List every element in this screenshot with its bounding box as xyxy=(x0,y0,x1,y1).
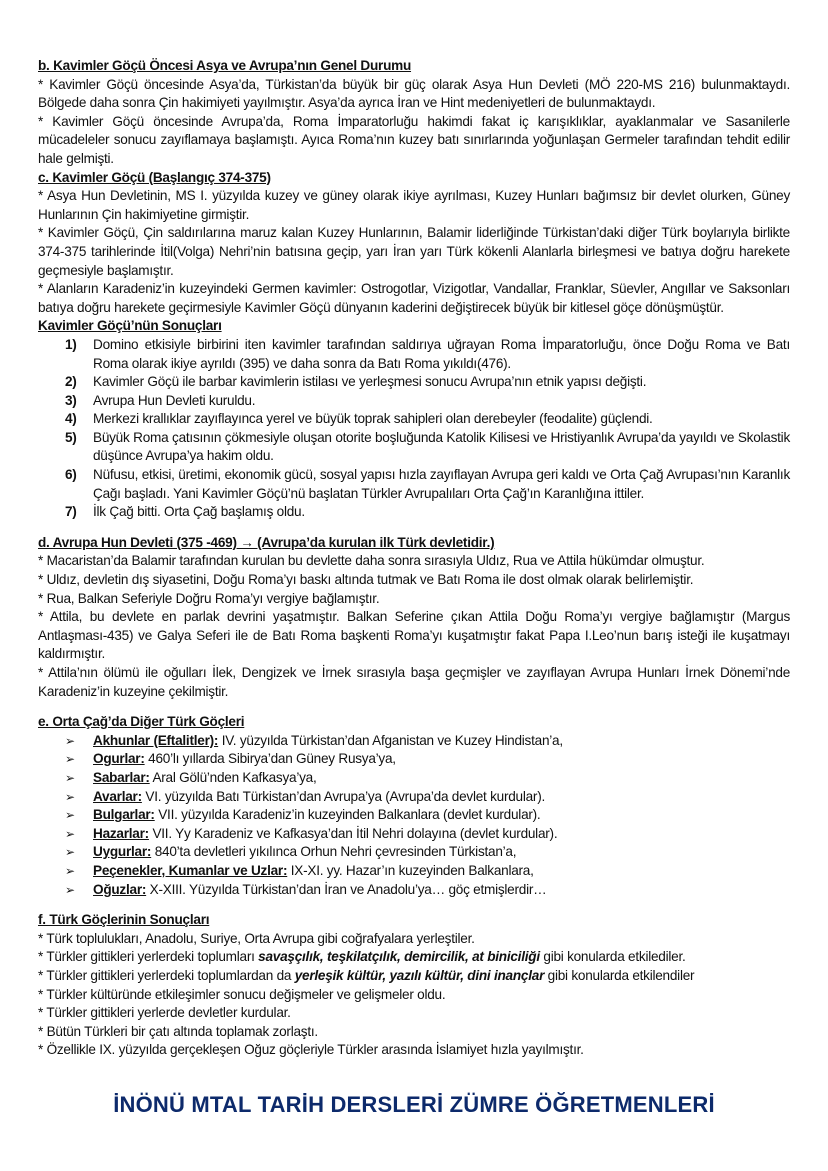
item-number: 4) xyxy=(65,411,77,427)
migration-text: 460’lı yıllarda Sibirya’dan Güney Rusya’ya, xyxy=(144,751,396,767)
section-f-line xyxy=(38,967,790,986)
item-number: 7) xyxy=(65,504,77,520)
item-number: 3) xyxy=(65,392,77,408)
item-text: Merkezi krallıklar zayıflayınca yerel ve büyük toprak sahipleri olan derebeyler (feodalite) güçlendi. xyxy=(93,411,653,427)
migration-item xyxy=(38,732,790,751)
emphasis-text: savaşçılık, teşkilatçılık, demircilik, at biniciliği xyxy=(258,949,540,965)
item-number: 1) xyxy=(65,336,77,352)
migration-item xyxy=(38,806,790,825)
migration-item xyxy=(38,750,790,769)
section-c-paragraph: * Asya Hun Devletinin, MS I. yüzyılda kuzey ve güney olarak ikiye ayrılması, Kuzey Hunları bağımsız bir devlet olurken, Güney Hunlarının Çin hakimiyetine girmiştir. xyxy=(38,188,790,222)
arrow-bullet-icon: ➢ xyxy=(65,752,75,767)
migration-text: X-XIII. Yüzyılda Türkistan’dan İran ve Anadolu’ya… göç etmişlerdir… xyxy=(146,881,547,897)
item-text: Kavimler Göçü ile barbar kavimlerin istilası ve yerleşmesi sonucu Avrupa’nın etnik yapısı değişti. xyxy=(93,374,647,390)
arrow-bullet-icon: ➢ xyxy=(65,863,75,878)
line-text: * Türkler gittikleri yerlerdeki toplumları xyxy=(38,949,259,965)
tribe-name: Akhunlar (Eftalitler): xyxy=(93,732,219,748)
section-c-heading: c. Kavimler Göçü (Başlangıç 374-375) xyxy=(38,169,271,185)
item-number: 5) xyxy=(65,429,77,445)
migration-item xyxy=(38,788,790,807)
results-item xyxy=(38,466,790,503)
spacer xyxy=(38,701,790,713)
section-f-line: * Türkler gittikleri yerlerde devletler kurdular. xyxy=(38,1005,291,1021)
item-text: Domino etkisiyle birbirini iten kavimler tarafından saldırıya uğrayan Roma İmparatorluğu, önce Doğu Roma ve Batı Roma olarak ikiye ayrıldı (395) ve daha sonra da Batı Roma yıkıldı(476). xyxy=(93,336,790,371)
line-text: gibi konularda etkilediler. xyxy=(539,949,686,965)
item-text: Nüfusu, etkisi, üretimi, ekonomik gücü, sosyal yapısı hızla zayıflayan Avrupa geri kaldı ve Orta Çağ Avrupası’nın Karanlık Çağı başladı. Yani Kavimler Göçü’nü başlatan Türkler Avrupalıları Orta Çağ’ın Karanlığına ittiler. xyxy=(93,467,790,501)
tribe-name: Oğuzlar: xyxy=(93,881,147,897)
line-text: * Türkler gittikleri yerlerdeki toplumlardan da xyxy=(38,967,295,983)
arrow-bullet-icon: ➢ xyxy=(65,789,75,804)
results-item xyxy=(38,410,790,429)
section-d-paragraph: * Uldız, devletin dış siyasetini, Doğu Roma’yı baskı altında tutmak ve Batı Roma ile dost olmak olarak belirlemiştir. xyxy=(38,572,694,588)
tribe-name: Sabarlar: xyxy=(93,769,150,785)
section-d-heading: d. Avrupa Hun Devleti (375 -469) → (Avrupa’da kurulan ilk Türk devletidir.) xyxy=(38,534,495,550)
results-list xyxy=(38,336,790,522)
section-d-paragraph: * Attila, bu devlete en parlak devrini yaşatmıştır. Balkan Seferine çıkan Attila Doğu Roma’yı vergiye bağlamıştır (Margus Antlaşması-435) ve Galya Seferi ile de Batı Roma başkenti Roma’yı kuşatmıştır fakat Papa I.Leo’nun barış isteği ile kuşatmayı kaldırmıştır. xyxy=(38,609,790,662)
item-text: Büyük Roma çatısının çökmesiyle oluşan otorite boşluğunda Katolik Kilisesi ve Hristiyanlık Avrupa’da yayıldı ve Skolastik düşünce Avrupa’ya hakim oldu. xyxy=(93,429,790,464)
migration-text: IX-XI. yy. Hazar’ın kuzeyinden Balkanlara, xyxy=(287,862,534,878)
line-text: gibi konularda etkilendiler xyxy=(544,967,695,983)
tribe-name: Peçenekler, Kumanlar ve Uzlar: xyxy=(93,862,288,878)
section-f-line: * Bütün Türkleri bir çatı altında toplamak zorlaştı. xyxy=(38,1023,318,1039)
migration-item xyxy=(38,843,790,862)
document-page xyxy=(38,57,790,1060)
section-d-paragraph: * Macaristan’da Balamir tarafından kurulan bu devlette daha sonra sırasıyla Uldız, Rua ve Attila hükümdar olmuştur. xyxy=(38,553,705,569)
arrow-bullet-icon: ➢ xyxy=(65,845,75,860)
spacer xyxy=(38,522,790,534)
results-item xyxy=(38,429,790,466)
item-number: 2) xyxy=(65,374,77,390)
spacer xyxy=(38,899,790,911)
results-heading: Kavimler Göçü’nün Sonuçları xyxy=(38,318,222,334)
arrow-bullet-icon: ➢ xyxy=(65,733,75,748)
migration-item xyxy=(38,825,790,844)
migration-item xyxy=(38,862,790,881)
section-f-line xyxy=(38,948,790,967)
section-c-paragraph: * Alanların Karadeniz’in kuzeyindeki Germen kavimler: Ostrogotlar, Vizigotlar, Vandallar, Franklar, Süevler, Angıllar ve Saksonları batıya doğru harekete geçirmesiyle Kavimler Göçü dünyanın kaderini değiştirecek büyük bir kitlesel göçe dönüşmüştür. xyxy=(38,281,790,315)
results-item xyxy=(38,373,790,392)
section-d-paragraph: * Attila’nın ölümü ile oğulları İlek, Dengizek ve İrnek sırasıyla başa geçmişler ve zayıflayan Avrupa Hunları İrnek Dönemi’nde Karadeniz’in kuzeyine çekilmiştir. xyxy=(38,665,790,699)
arrow-bullet-icon: ➢ xyxy=(65,882,75,897)
results-item xyxy=(38,503,790,522)
migration-text: IV. yüzyılda Türkistan’dan Afganistan ve Kuzey Hindistan’a, xyxy=(218,732,563,748)
migration-text: VII. yüzyılda Karadeniz’in kuzeyinden Balkanlara (devlet kurdular). xyxy=(154,807,541,823)
results-item xyxy=(38,336,790,373)
item-text: İlk Çağ bitti. Orta Çağ başlamış oldu. xyxy=(93,504,305,520)
section-b-paragraph: * Kavimler Göçü öncesinde Asya’da, Türkistan’da büyük bir güç olarak Asya Hun Devleti (MÖ 220-MS 216) bulunmaktaydı. Bölgede daha sonra Çin hakimiyeti yayılmıştır. Asya’da ayrıca İran ve Hint medeniyetleri de bulunmaktaydı. xyxy=(38,76,790,111)
section-f-line: * Türk toplulukları, Anadolu, Suriye, Orta Avrupa gibi coğrafyalara yerleştiler. xyxy=(38,930,475,946)
section-d-paragraph: * Rua, Balkan Seferiyle Doğru Roma’yı vergiye bağlamıştır. xyxy=(38,590,380,606)
arrow-bullet-icon: ➢ xyxy=(65,770,75,785)
section-b-paragraph: * Kavimler Göçü öncesinde Avrupa’da, Roma İmparatorluğu hakimdi fakat iç karışıklıklar, ayaklanmalar ve Sasanilerle mücadeleler sonucu zayıflamaya başlamıştı. Ayıca Roma’nın kuzey batı sınırlarında yoğunlaşan Germeler tarafından tehdit edilir hale gelmişti. xyxy=(38,113,790,166)
section-b-heading: b. Kavimler Göçü Öncesi Asya ve Avrupa’nın Genel Durumu xyxy=(38,58,412,73)
migration-text: Aral Gölü’nden Kafkasya’ya, xyxy=(149,769,317,785)
section-e-heading: e. Orta Çağ’da Diğer Türk Göçleri xyxy=(38,714,245,730)
section-c-paragraph: * Kavimler Göçü, Çin saldırılarına maruz kalan Kuzey Hunlarının, Balamir liderliğinde Türkistan’daki diğer Türk boylarıyla birlikte 374-375 tarihlerinde İtil(Volga) Nehri’nin batısına geçip, yarı İran yarı Türk kökenli Alanlarla birleşmesi ve batıya doğru harekete geçmesiyle başlamıştır. xyxy=(38,225,790,278)
item-number: 6) xyxy=(65,467,77,483)
migration-text: VII. Yy Karadeniz ve Kafkasya’dan İtil Nehri dolayına (devlet kurdular). xyxy=(148,825,558,841)
section-f-line: * Özellikle IX. yüzyılda gerçekleşen Oğuz göçleriyle Türkler arasında İslamiyet hızla yayılmıştır. xyxy=(38,1042,584,1058)
migration-text: 840’ta devletleri yıkılınca Orhun Nehri çevresinden Türkistan’a, xyxy=(151,844,517,860)
section-f-line: * Türkler kültüründe etkileşimler sonucu değişmeler ve gelişmeler oldu. xyxy=(38,986,446,1002)
tribe-name: Uygurlar: xyxy=(93,844,152,860)
migrations-list xyxy=(38,732,790,899)
migration-item xyxy=(38,881,790,900)
section-f-heading: f. Türk Göçlerinin Sonuçları xyxy=(38,912,210,928)
migration-text: VI. yüzyılda Batı Türkistan’dan Avrupa’ya (Avrupa’da devlet kurdular). xyxy=(141,788,546,804)
arrow-bullet-icon: ➢ xyxy=(65,826,75,841)
footer-title: İNÖNÜ MTAL TARİH DERSLERİ ZÜMRE ÖĞRETMENLERİ xyxy=(113,1092,715,1117)
results-item xyxy=(38,392,790,411)
tribe-name: Ogurlar: xyxy=(93,751,145,767)
tribe-name: Avarlar: xyxy=(93,788,142,804)
migration-item xyxy=(38,769,790,788)
tribe-name: Bulgarlar: xyxy=(93,807,155,823)
item-text: Avrupa Hun Devleti kuruldu. xyxy=(93,392,256,408)
tribe-name: Hazarlar: xyxy=(93,825,149,841)
arrow-bullet-icon: ➢ xyxy=(65,808,75,823)
emphasis-text: yerleşik kültür, yazılı kültür, dini inançlar xyxy=(294,967,545,983)
